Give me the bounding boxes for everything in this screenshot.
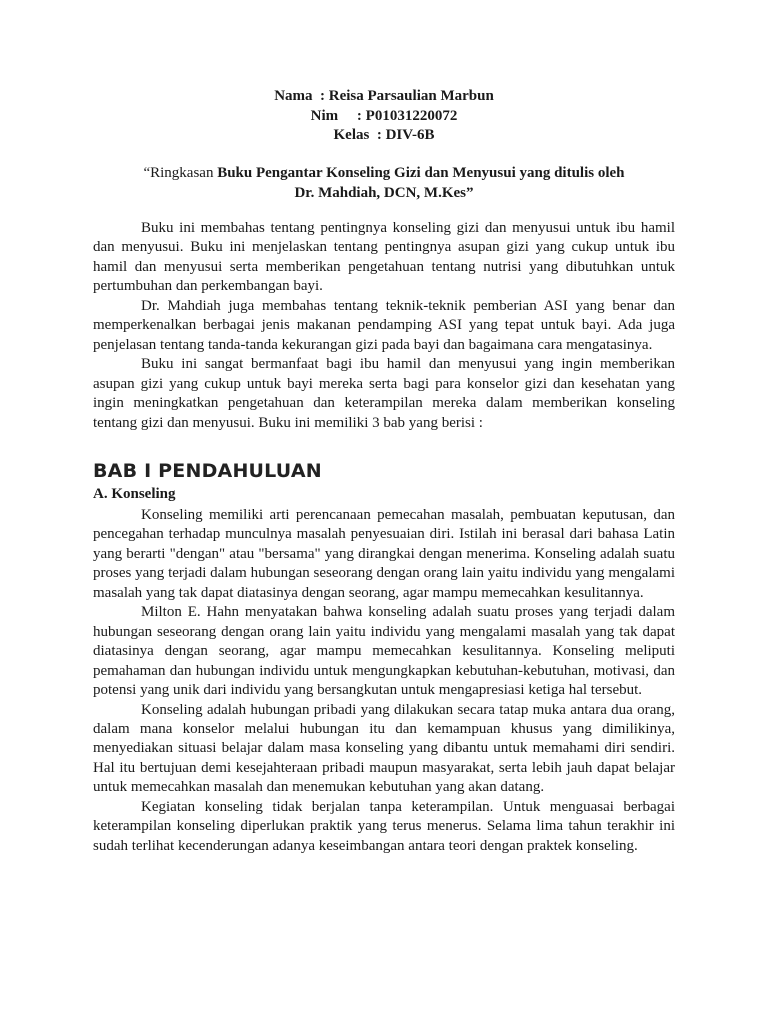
document-title (0, 163, 768, 203)
title-line-1 (0, 163, 768, 183)
intro-section (93, 219, 675, 433)
title-prefix: “Ringkasan (143, 165, 214, 181)
nim-label: Nim (310, 107, 339, 124)
bab-1-heading: BAB I PENDAHULUAN (93, 460, 322, 482)
intro-paragraph: Buku ini membahas tentang pentingnya konseling gizi dan menyusui untuk ibu hamil dan menyusui. Buku ini menjelaskan tentang pentingnya asupan gizi yang cukup untuk ibu hamil dan menyusui serta memberikan pengetahuan tentang nutrisi yang dibutuhkan untuk pertumbuhan dan perkembangan bayi. (93, 220, 675, 295)
kelas-label: Kelas (333, 127, 370, 143)
kelas-row (0, 126, 768, 146)
section-a-paragraph: Milton E. Hahn menyatakan bahwa konseling adalah suatu proses yang terjadi dalam hubungan seseorang dengan orang lain yaitu individu yang mengalami masalah yang tak dapat diatasinya dengan seorang, agar mampu memecahkan kesulitannya. Konseling meliputi pemahaman dan hubungan individu untuk mengungkapkan kebutuhan-kebutuhan, motivasi, dan potensi yang unik dari individu yang bersangkutan untuk mengapresiasi ketiga hal tersebut. (93, 604, 675, 699)
nim-row (0, 107, 768, 127)
section-a-paragraph: Konseling memiliki arti perencanaan pemecahan masalah, pembuatan keputusan, dan pencegahan terhadap munculnya masalah penyesuaian diri. Istilah ini berasal dari bahasa Latin yang berarti "dengan" atau "bersama" yang dirangkai dengan menerima. Konseling adalah suatu proses yang terjadi dalam hubungan seseorang dengan orang lain yaitu individu yang mengalami masalah yang tak dapat diatasinya dengan seorang, agar mampu memecahkan kesulitannya. (93, 507, 675, 601)
nama-row (0, 87, 768, 107)
nama-label: Nama (274, 88, 313, 104)
title-line-1-rest: Buku Pengantar Konseling Gizi dan Menyusui yang ditulis oleh (217, 165, 625, 181)
section-a-heading: A. Konseling (93, 486, 176, 502)
intro-paragraph: Dr. Mahdiah juga membahas tentang teknik-teknik pemberian ASI yang benar dan memperkenalkan berbagai jenis makanan pendamping ASI yang tepat untuk bayi. Ada juga penjelasan tentang tanda-tanda kekurangan gizi pada bayi dan bagaimana cara mengatasinya. (93, 297, 675, 353)
nim-value: : P01031220072 (356, 107, 458, 124)
student-info-header (0, 87, 768, 146)
section-a-paragraph: Konseling adalah hubungan pribadi yang dilakukan secara tatap muka antara dua orang, dalam mana konselor melalui hubungan itu dan kemampuan khusus yang dimilikinya, menyediakan situasi belajar dalam masa konseling yang dibantu untuk memahami diri sendiri. Hal itu bertujuan demi kesejahteraan pribadi maupun masyarakat, serta lebih jauh dapat belajar untuk memecahkan masalah dan menemukan kebutuhan yang akan datang. (93, 701, 675, 796)
nama-value: : Reisa Parsaulian Marbun (320, 88, 494, 104)
kelas-value: : DIV-6B (376, 127, 435, 143)
title-line-2: Dr. Mahdiah, DCN, M.Kes” (294, 185, 474, 201)
section-a-body (93, 506, 675, 856)
intro-paragraph: Buku ini sangat bermanfaat bagi ibu hamil dan menyusui yang ingin memberikan asupan gizi yang cukup untuk bayi mereka serta bagi para konselor gizi dan kesehatan yang ingin meningkatkan pengetahuan dan keterampilan mereka dalam memberikan konseling tentang gizi dan menyusui. Buku ini memiliki 3 bab yang berisi : (93, 356, 675, 431)
section-a-paragraph: Kegiatan konseling tidak berjalan tanpa keterampilan. Untuk menguasai berbagai keterampilan konseling diperlukan praktik yang terus menerus. Selama lima tahun terakhir ini sudah terlihat kecenderungan adanya keseimbangan antara teori dengan praktek konseling. (93, 798, 675, 854)
